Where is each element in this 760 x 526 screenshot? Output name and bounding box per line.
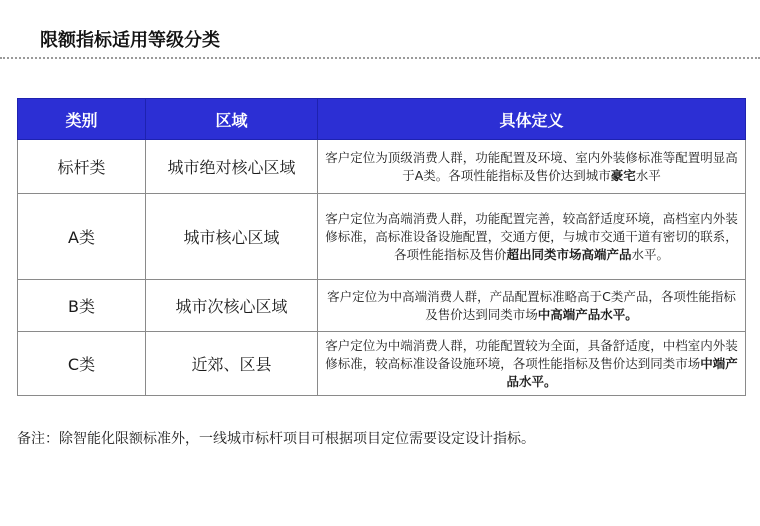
definition-highlight: 超出同类市场高端产品 <box>506 246 632 262</box>
title-divider <box>0 57 760 59</box>
table-row <box>18 280 746 332</box>
row-category: A类 <box>18 194 146 280</box>
definition-tail: 水平。 <box>631 246 670 262</box>
definition-text: 客户定位为中高端消费人群，产品配置标准略高于C类产品，各项性能指标及售价达到同类市场 <box>327 288 736 322</box>
definition-text: 客户定位为顶级消费人群，功能配置及环境、室内外装修标准等配置明显高于A类。各项性能指标及售价达到城市 <box>325 149 738 183</box>
header-category: 类别 <box>18 99 146 140</box>
table-row <box>18 194 746 280</box>
row-definition <box>318 194 746 280</box>
definition-highlight: 豪宅 <box>610 167 636 183</box>
table-header-row <box>18 99 746 140</box>
table-row <box>18 332 746 396</box>
definition-text: 客户定位为高端消费人群，功能配置完善，较高舒适度环境，高档室内外装修标准，高标准设备设施配置，交通方便，与城市交通干道有密切的联系，各项性能指标及售价 <box>325 210 738 262</box>
row-definition <box>318 280 746 332</box>
definition-text: 客户定位为中端消费人群，功能配置较为全面，具备舒适度，中档室内外装修标准，较高标准设备设施环境，各项性能指标及售价达到同类市场 <box>325 337 738 371</box>
row-region: 城市核心区域 <box>146 194 318 280</box>
grade-classification-table <box>17 98 746 396</box>
row-region: 城市次核心区域 <box>146 280 318 332</box>
page-title: 限额指标适用等级分类 <box>40 30 220 51</box>
row-region: 城市绝对核心区域 <box>146 140 318 194</box>
definition-highlight: 中端产品水平。 <box>506 355 738 389</box>
row-definition <box>318 140 746 194</box>
definition-tail: 水平 <box>635 167 661 183</box>
header-region: 区域 <box>146 99 318 140</box>
table-row <box>18 140 746 194</box>
row-region: 近郊、区县 <box>146 332 318 396</box>
footnote: 备注：除智能化限额标准外，一线城市标杆项目可根据项目定位需要设定设计指标。 <box>17 431 535 447</box>
header-definition: 具体定义 <box>318 99 746 140</box>
definition-highlight: 中高端产品水平。 <box>537 306 638 322</box>
row-category: C类 <box>18 332 146 396</box>
row-definition <box>318 332 746 396</box>
row-category: B类 <box>18 280 146 332</box>
row-category: 标杆类 <box>18 140 146 194</box>
